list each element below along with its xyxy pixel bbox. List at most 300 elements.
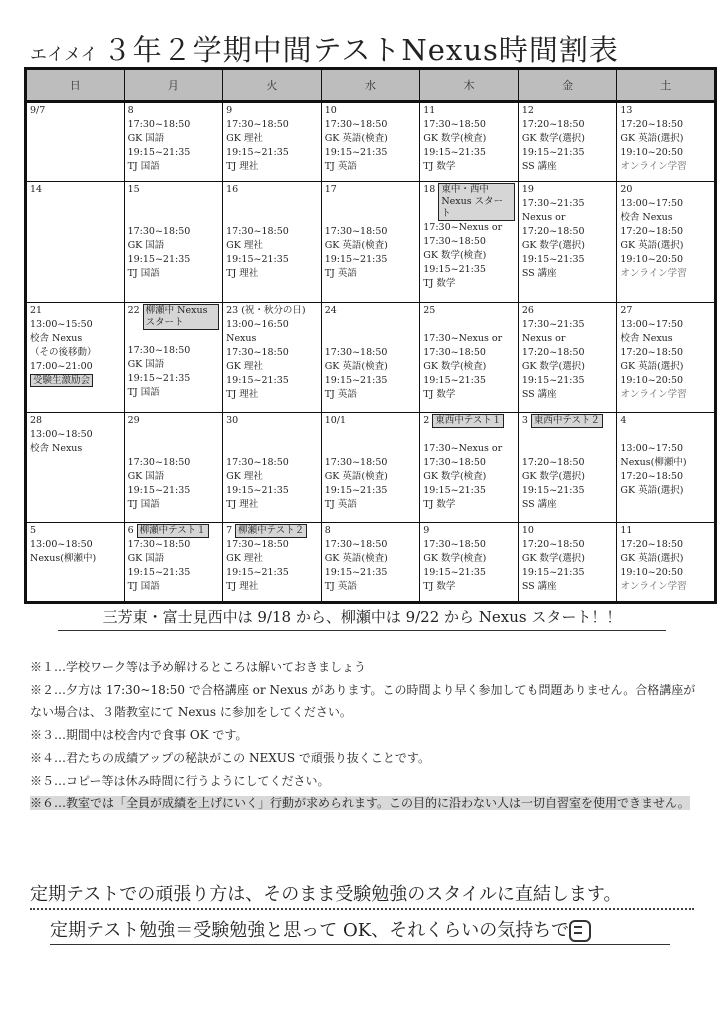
day-number: 16 <box>226 184 239 196</box>
day-cell <box>321 102 420 182</box>
event-badge: 受験生激励会 <box>30 374 93 387</box>
day-header <box>325 414 417 428</box>
schedule-line: GK 数学(検査) <box>423 133 487 144</box>
schedule-line: 19:10~20:50 <box>620 566 684 578</box>
week-row <box>26 522 716 602</box>
schedule-line: 19:15~21:35 <box>521 484 585 496</box>
day-cell <box>223 412 322 522</box>
day-cell <box>223 182 322 303</box>
schedule-line: Nexus(柳瀬中) <box>30 552 97 564</box>
schedule-line: 19:15~21:35 <box>226 375 289 387</box>
schedule-line: GK 理社 <box>226 552 263 564</box>
day-number: 27 <box>620 305 633 317</box>
weekday-header: 木 <box>420 69 519 102</box>
day-header <box>30 104 121 118</box>
schedule-line: 19:15~21:35 <box>226 254 289 266</box>
schedule-line: GK 国語 <box>127 470 165 482</box>
day-number: 13 <box>620 105 633 116</box>
event-badge: 柳瀬中 Nexus スタート <box>143 304 219 330</box>
schedule-line: 19:15~21:35 <box>324 566 388 578</box>
schedule-line: 19:10~20:50 <box>620 375 684 387</box>
weekday-header: 水 <box>321 69 420 102</box>
schedule-line: TJ 国語 <box>127 580 160 592</box>
schedule-line: 17:20~18:50 <box>620 119 684 130</box>
schedule-line: 17:20~18:50 <box>521 456 585 468</box>
day-number: 9 <box>423 524 430 536</box>
day-cell <box>26 412 125 522</box>
schedule-line: TJ 数学 <box>423 161 456 172</box>
day-cell <box>223 522 322 602</box>
schedule-line: 19:15~21:35 <box>521 566 585 578</box>
day-header <box>423 104 515 118</box>
weekday-header: 日 <box>26 69 125 102</box>
schedule-line <box>522 428 614 442</box>
day-header <box>128 524 220 538</box>
message-2: 定期テスト勉強＝受験勉強と思って OK、それくらいの気持ちで <box>50 920 570 941</box>
note-3: ※３…期間中は校舎内で食事 OK です。 <box>30 728 248 743</box>
day-header <box>423 524 515 538</box>
schedule-line <box>325 332 417 346</box>
schedule-line: Nexus or <box>521 212 566 224</box>
day-header <box>30 304 121 318</box>
day-cell <box>124 412 223 522</box>
day-header <box>620 524 711 538</box>
day-number: 7 <box>226 524 233 536</box>
day-number: 19 <box>521 184 534 196</box>
day-cell <box>223 102 322 182</box>
schedule-line: 17:20~18:50 <box>521 538 585 550</box>
schedule-line: 19:15~21:35 <box>127 373 191 385</box>
day-header <box>522 104 614 118</box>
day-cell <box>124 522 223 602</box>
schedule-line: GK 理社 <box>226 240 263 252</box>
day-number: 10 <box>521 524 534 536</box>
schedule-line: 19:15~21:35 <box>423 375 486 387</box>
schedule-line: 19:15~21:35 <box>324 147 388 158</box>
day-number: 25 <box>423 305 436 317</box>
schedule-line <box>226 442 318 456</box>
note-5: ※５…コピー等は休み時間に行うようにしてください。 <box>30 773 330 788</box>
day-header <box>30 414 121 428</box>
schedule-line: GK 数学(検査) <box>423 552 487 564</box>
schedule-line: GK 国語 <box>127 240 165 252</box>
schedule-line: GK 国語 <box>127 552 165 564</box>
schedule-line: TJ 国語 <box>127 387 160 399</box>
schedule-line: 13:00~16:50 <box>226 319 289 331</box>
day-header <box>620 104 711 118</box>
schedule-line: TJ 数学 <box>423 498 456 510</box>
schedule-line: 17:30~Nexus or <box>423 333 503 345</box>
schedule-line: 校舎 Nexus <box>30 333 83 345</box>
notes <box>30 656 700 815</box>
day-number: 9/7 <box>30 105 46 116</box>
day-header <box>522 304 614 318</box>
schedule-line: TJ 理社 <box>226 161 259 172</box>
day-cell <box>124 182 223 303</box>
schedule-line: GK 英語(検査) <box>324 552 388 564</box>
schedule-line: 17:30~18:50 <box>226 119 289 130</box>
schedule-body <box>26 102 716 603</box>
schedule-line: 17:20~18:50 <box>521 119 585 130</box>
day-number: 11 <box>423 105 436 116</box>
schedule-line: 19:15~21:35 <box>127 566 191 578</box>
schedule-line: GK 理社 <box>226 470 263 482</box>
day-number: 29 <box>127 414 140 426</box>
event-badge: 柳瀬中テスト１ <box>137 524 209 538</box>
day-cell <box>321 522 420 602</box>
schedule-line: 17:30~18:50 <box>127 119 191 130</box>
day-cell <box>124 102 223 182</box>
schedule-line: 17:30~Nexus or <box>423 222 503 234</box>
schedule-line: 13:00~17:50 <box>620 442 684 454</box>
day-header <box>325 304 417 318</box>
schedule-line: オンライン学習 <box>620 161 687 172</box>
schedule-line: 19:15~21:35 <box>127 484 191 496</box>
schedule-line: GK 国語 <box>127 133 165 144</box>
event-badge: 柳瀬中テスト２ <box>235 524 307 538</box>
message-2-wrap <box>50 916 670 945</box>
schedule-line: 17:20~18:50 <box>620 347 684 359</box>
day-number: 8 <box>324 524 331 536</box>
schedule-line: GK 数学(検査) <box>423 250 487 262</box>
note-2: ※２…夕方は 17:30~18:50 で合格講座 or Nexus があります。この時間より早く参加しても問題ありません。合格講座がない場合は、３階教室にて Nexus に参加をしてください。 <box>30 682 696 720</box>
week-row <box>26 182 716 303</box>
schedule-line: 校舎 Nexus <box>620 333 673 345</box>
day-number: 5 <box>30 524 37 536</box>
day-number: 22 <box>127 305 140 317</box>
schedule-line: 17:30~18:50 <box>423 456 486 468</box>
day-cell <box>26 182 125 303</box>
schedule-line: 17:30~18:50 <box>423 347 486 359</box>
schedule-line: 17:20~18:50 <box>620 538 684 550</box>
weekday-header: 火 <box>223 69 322 102</box>
weekday-header: 月 <box>124 69 223 102</box>
day-number: 3 <box>521 414 528 426</box>
schedule-line: 19:15~21:35 <box>423 566 486 578</box>
title-main: ３年２学期中間テストNexus時間割表 <box>102 33 619 67</box>
schedule-line: 17:20~18:50 <box>620 470 684 482</box>
day-cell <box>518 182 617 303</box>
schedule-line <box>522 442 614 456</box>
day-cell <box>223 303 322 413</box>
day-number: 23 <box>226 305 239 317</box>
schedule-line <box>325 211 417 225</box>
schedule-line: 19:15~21:35 <box>423 147 486 158</box>
schedule-line: TJ 英語 <box>324 268 357 280</box>
day-header <box>325 183 417 197</box>
schedule-line: SS 講座 <box>521 580 557 592</box>
schedule-line: GK 英語(選択) <box>620 133 684 144</box>
schedule-line: オンライン学習 <box>620 580 687 592</box>
note-4: ※４…君たちの成績アップの秘訣がこの NEXUS で頑張り抜くことです。 <box>30 750 430 765</box>
schedule-line: 17:20~18:50 <box>521 347 585 359</box>
day-header <box>128 414 220 428</box>
day-cell <box>518 303 617 413</box>
schedule-line: 19:10~20:50 <box>620 254 684 266</box>
day-number: 14 <box>30 184 43 196</box>
day-number: 2 <box>423 414 430 426</box>
start-banner: 三芳東・富士見西中は 9/18 から、柳瀬中は 9/22 から Nexus スタート！！ <box>58 606 666 631</box>
day-header <box>325 104 417 118</box>
schedule-line: 17:30~18:50 <box>324 456 388 468</box>
schedule-line: 13:00~17:50 <box>620 319 684 331</box>
schedule-line <box>325 428 417 442</box>
schedule-line: TJ 理社 <box>226 389 259 401</box>
schedule-line: SS 講座 <box>521 268 557 280</box>
day-cell <box>26 522 125 602</box>
day-number: 4 <box>620 414 627 426</box>
day-cell <box>124 303 223 413</box>
schedule-line <box>423 318 515 332</box>
schedule-line: TJ 数学 <box>423 580 456 592</box>
schedule-line: GK 数学(選択) <box>521 470 585 482</box>
schedule-line: 17:30~18:50 <box>226 538 289 550</box>
schedule-line: GK 英語(検査) <box>324 361 388 373</box>
schedule-line: GK 英語(検査) <box>324 133 388 144</box>
day-number: 15 <box>127 184 140 196</box>
schedule-line: Nexus(柳瀬中) <box>620 456 687 468</box>
schedule-line: GK 数学(選択) <box>521 240 585 252</box>
schedule-line: 17:30~18:50 <box>324 538 388 550</box>
schedule-line: 17:30~18:50 <box>226 347 289 359</box>
schedule-line: Nexus <box>226 333 257 345</box>
schedule-line <box>128 442 220 456</box>
day-header <box>620 304 711 318</box>
schedule-line: 19:15~21:35 <box>226 147 289 158</box>
schedule-line <box>423 428 515 442</box>
schedule-line: 19:15~21:35 <box>521 254 585 266</box>
event-badge: 東西中テスト１ <box>432 414 504 428</box>
schedule-line: GK 数学(選択) <box>521 552 585 564</box>
schedule-line <box>226 211 318 225</box>
day-number: 17 <box>324 184 337 196</box>
schedule-line: （その後移動） <box>30 347 97 359</box>
day-number: 26 <box>521 305 534 317</box>
schedule-line: GK 理社 <box>226 133 263 144</box>
schedule-line: TJ 英語 <box>324 498 357 510</box>
schedule-line: 19:15~21:35 <box>127 147 191 158</box>
week-row <box>26 102 716 182</box>
schedule-line: オンライン学習 <box>620 268 687 280</box>
note-1: ※１…学校ワーク等は予め解けるところは解いておきましょう <box>30 660 367 674</box>
schedule-line: GK 数学(選択) <box>521 133 585 144</box>
schedule-line: TJ 理社 <box>226 498 259 510</box>
schedule-line: TJ 英語 <box>324 389 357 401</box>
day-header <box>226 183 318 197</box>
day-header <box>226 524 318 538</box>
day-number: 30 <box>226 414 239 426</box>
day-number: 6 <box>127 524 134 536</box>
day-cell <box>26 102 125 182</box>
schedule-line: SS 講座 <box>521 389 557 401</box>
schedule-line: TJ 理社 <box>226 268 259 280</box>
schedule-line: 19:15~21:35 <box>226 484 289 496</box>
schedule-line: SS 講座 <box>521 498 557 510</box>
week-row <box>26 303 716 413</box>
message-1: 定期テストでの頑張り方は、そのまま受験勉強のスタイルに直結します。 <box>30 880 694 910</box>
schedule-line: TJ 国語 <box>127 498 160 510</box>
schedule-line: GK 英語(選択) <box>620 361 684 373</box>
schedule-line: 17:30~18:50 <box>127 226 191 238</box>
day-cell <box>617 102 716 182</box>
day-header <box>226 304 318 318</box>
schedule-line: 13:00~15:50 <box>30 319 93 331</box>
schedule-line: 17:30~18:50 <box>423 538 486 550</box>
schedule-line <box>128 211 220 225</box>
weekday-header-row <box>26 69 716 102</box>
day-cell <box>321 182 420 303</box>
event-badge: 東中・西中 Nexus スタート <box>438 183 514 221</box>
schedule-line: Nexus or <box>521 333 566 345</box>
day-cell <box>321 303 420 413</box>
schedule-line: 19:15~21:35 <box>521 375 585 387</box>
day-cell <box>617 522 716 602</box>
schedule-line: オンライン学習 <box>620 389 687 401</box>
day-number: 24 <box>324 305 337 317</box>
schedule-line: 校舎 Nexus <box>30 442 83 454</box>
page-title <box>30 28 710 68</box>
day-header <box>128 304 220 330</box>
weekday-header: 金 <box>518 69 617 102</box>
schedule-line: GK 英語(検査) <box>324 240 388 252</box>
schedule-line: 13:00~18:50 <box>30 538 93 550</box>
schedule-line: 17:30~18:50 <box>324 119 388 130</box>
day-header <box>226 414 318 428</box>
schedule-line <box>128 330 220 344</box>
schedule-line: 校舎 Nexus <box>620 212 673 224</box>
schedule-line: 17:30~18:50 <box>423 119 486 130</box>
day-header <box>128 104 220 118</box>
schedule-line <box>128 197 220 211</box>
schedule-line: 19:15~21:35 <box>324 484 388 496</box>
schedule-line: 19:15~21:35 <box>127 254 191 266</box>
day-cell <box>617 303 716 413</box>
schedule-line: GK 英語(検査) <box>324 470 388 482</box>
schedule-line: TJ 数学 <box>423 389 456 401</box>
schedule-line: 17:00~21:00 <box>30 361 93 373</box>
day-header <box>226 104 318 118</box>
schedule-table <box>24 67 717 604</box>
schedule-line <box>620 428 711 442</box>
fist-icon <box>569 920 591 942</box>
schedule-line: GK 数学(検査) <box>423 361 487 373</box>
schedule-line <box>226 428 318 442</box>
schedule-line: 17:30~18:50 <box>324 347 388 359</box>
schedule-line: 17:30~18:50 <box>127 345 191 357</box>
schedule-line: TJ 国語 <box>127 161 160 172</box>
schedule-line <box>325 318 417 332</box>
day-number: 12 <box>521 105 534 116</box>
day-cell <box>420 182 519 303</box>
schedule-line: SS 講座 <box>521 161 557 172</box>
schedule-line: 17:30~18:50 <box>324 226 388 238</box>
week-row <box>26 412 716 522</box>
day-cell <box>617 412 716 522</box>
schedule-line: 17:30~18:50 <box>226 226 289 238</box>
schedule-line: GK 英語(選択) <box>620 552 684 564</box>
day-header <box>423 304 515 318</box>
day-number: 28 <box>30 414 43 426</box>
schedule-line: 17:30~18:50 <box>127 538 191 550</box>
weekday-header: 土 <box>617 69 716 102</box>
schedule-line: 17:20~18:50 <box>521 226 585 238</box>
schedule-line: GK 数学(選択) <box>521 361 585 373</box>
schedule-line <box>325 442 417 456</box>
event-badge: 東西中テスト２ <box>531 414 603 428</box>
schedule-line: 17:30~21:35 <box>521 198 585 210</box>
day-cell <box>617 182 716 303</box>
note-6: ※６…教室では「全員が成績を上げにいく」行動が求められます。この目的に沿わない人は一切自習室を使用できません。 <box>30 796 690 811</box>
schedule-line: 19:15~21:35 <box>226 566 289 578</box>
day-cell <box>420 303 519 413</box>
day-cell <box>518 412 617 522</box>
schedule-line: 19:15~21:35 <box>521 147 585 158</box>
day-cell <box>420 522 519 602</box>
day-header <box>522 414 614 428</box>
day-header <box>620 183 711 197</box>
day-cell <box>518 102 617 182</box>
schedule-line: 13:00~18:50 <box>30 428 93 440</box>
day-note: (祝・秋分の日) <box>241 305 306 317</box>
schedule-line: 13:00~17:50 <box>620 198 684 210</box>
day-header <box>522 524 614 538</box>
day-cell <box>420 102 519 182</box>
note-6-wrap <box>30 792 700 815</box>
schedule-line: TJ 理社 <box>226 580 259 592</box>
day-number: 10 <box>324 105 337 116</box>
day-cell <box>321 412 420 522</box>
day-cell <box>26 303 125 413</box>
schedule-line: 17:30~21:35 <box>521 319 585 331</box>
schedule-line <box>226 197 318 211</box>
schedule-line: 17:30~Nexus or <box>423 442 503 454</box>
schedule-line: 17:20~18:50 <box>620 226 684 238</box>
day-number: 21 <box>30 305 43 317</box>
schedule-line: TJ 英語 <box>324 580 357 592</box>
day-header <box>620 414 711 428</box>
day-number: 11 <box>620 524 633 536</box>
schedule-line: GK 国語 <box>127 359 165 371</box>
day-header <box>423 183 515 221</box>
title-sub: エイメイ <box>30 45 98 65</box>
schedule-line: GK 数学(検査) <box>423 470 487 482</box>
day-header <box>128 183 220 197</box>
day-number: 10/1 <box>324 414 347 426</box>
day-number: 18 <box>423 184 436 196</box>
schedule-line: 17:30~18:50 <box>127 456 191 468</box>
schedule-line: 17:30~18:50 <box>423 236 486 248</box>
day-number: 9 <box>226 105 233 116</box>
day-header <box>30 183 121 197</box>
schedule-line: 19:15~21:35 <box>423 484 486 496</box>
schedule-line: TJ 国語 <box>127 268 160 280</box>
schedule-line: 19:15~21:35 <box>324 375 388 387</box>
schedule-line <box>325 197 417 211</box>
day-header <box>325 524 417 538</box>
schedule-line: 19:15~21:35 <box>423 264 486 276</box>
day-header <box>30 524 121 538</box>
schedule-line: GK 理社 <box>226 361 263 373</box>
day-number: 20 <box>620 184 633 196</box>
day-cell <box>420 412 519 522</box>
schedule-line: GK 英語(選択) <box>620 484 684 496</box>
day-cell <box>518 522 617 602</box>
day-header <box>423 414 515 428</box>
schedule-line: 19:15~21:35 <box>324 254 388 266</box>
schedule-line: 17:30~18:50 <box>226 456 289 468</box>
schedule-line: TJ 英語 <box>324 161 357 172</box>
schedule-line: GK 英語(選択) <box>620 240 684 252</box>
